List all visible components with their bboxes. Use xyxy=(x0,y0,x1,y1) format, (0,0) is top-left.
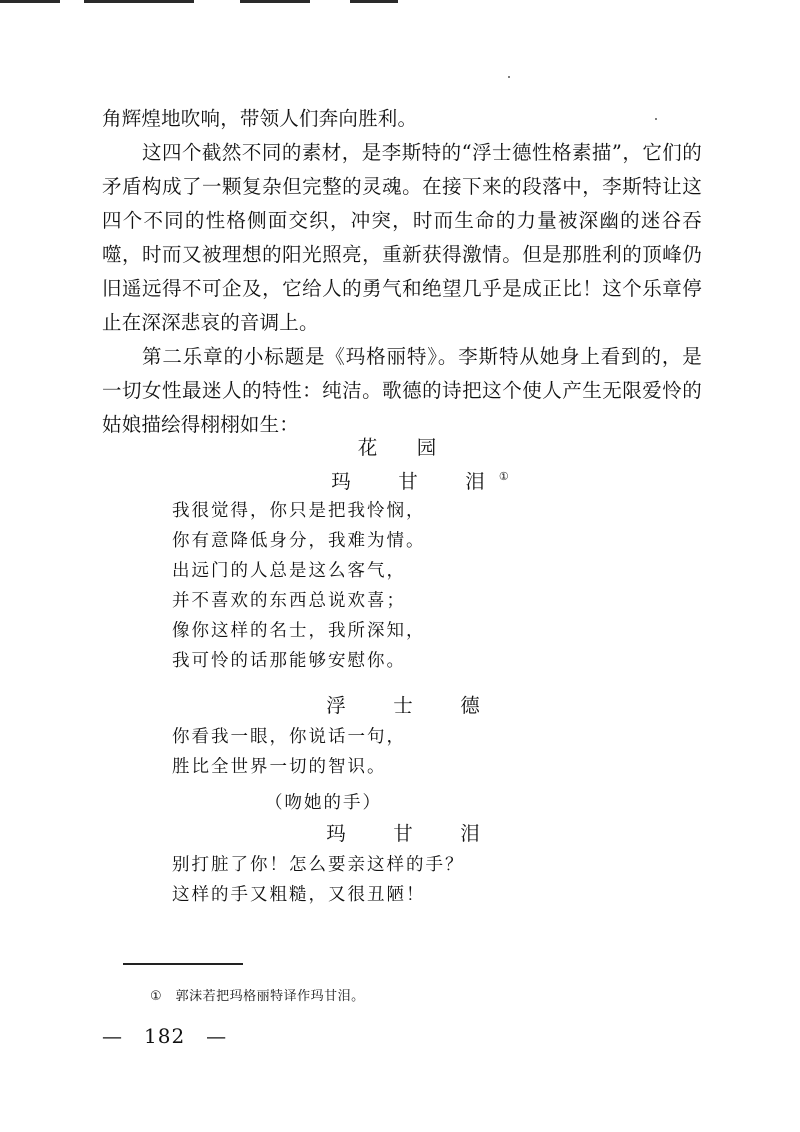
poem-line: 我可怜的话那能够安慰你。 xyxy=(172,651,406,671)
poem-line: 你有意降低身分，我难为情。 xyxy=(172,531,426,551)
poem-line: 出远门的人总是这么客气， xyxy=(172,561,406,581)
poem-speaker: 浮 士 德 xyxy=(326,694,494,717)
poem-stanza xyxy=(172,496,426,676)
scan-edge-mark xyxy=(84,0,194,3)
scan-edge-mark xyxy=(0,0,60,3)
footnote-marker: ① xyxy=(498,470,509,483)
paragraph: 这四个截然不同的素材，是李斯特的“浮士德性格素描”，它们的矛盾构成了一颗复杂但完整的灵魂。在接下来的段落中，李斯特让这四个不同的性格侧面交织，冲突，时而生命的力量被深幽的迷谷吞噬，时而又被理想的阳光照亮，重新获得激情。但是那胜利的顶峰仍旧遥远得不可企及，它给人的勇气和绝望几乎是成正比！这个乐章停止在深深悲哀的音调上。 xyxy=(102,141,702,334)
poem-speaker xyxy=(120,466,720,494)
poem-stanza xyxy=(172,722,406,782)
page-number: — 182 — xyxy=(102,1024,228,1048)
speaker-name: 玛 甘 泪 xyxy=(331,470,499,493)
paragraph: 第二乐章的小标题是《玛格丽特》。李斯特从她身上看到的，是一切女性最迷人的特性：纯洁。歌德的诗把这个使人产生无限爱怜的姑娘描绘得栩栩如生： xyxy=(102,345,702,436)
scan-speck xyxy=(508,76,510,78)
poem-line: 并不喜欢的东西总说欢喜； xyxy=(172,591,406,611)
poem-speaker: 玛 甘 泪 xyxy=(326,822,494,845)
poem-line: 这样的手又粗糙，又很丑陋！ xyxy=(172,885,426,905)
footnote-divider xyxy=(123,963,243,965)
poem-scene-title: 花 园 xyxy=(357,436,447,459)
paragraph: 角辉煌地吹响，带领人们奔向胜利。 xyxy=(102,107,418,130)
poem-line: 我很觉得，你只是把我怜悯， xyxy=(172,501,426,521)
scan-edge-mark xyxy=(240,0,310,3)
poem-line: 胜比全世界一切的智识。 xyxy=(172,757,387,777)
poem-stanza xyxy=(172,850,465,910)
scan-edge-mark xyxy=(350,0,398,3)
footnote: ① 郭沫若把玛格丽特译作玛甘泪。 xyxy=(150,989,365,1004)
poem-line: 别打脏了你！怎么要亲这样的手？ xyxy=(172,855,465,875)
poem-line: 你看我一眼，你说话一句， xyxy=(172,727,406,747)
poem-line: 像你这样的名士，我所深知， xyxy=(172,621,426,641)
stage-direction: （吻她的手） xyxy=(265,793,382,813)
body-text xyxy=(102,102,702,442)
